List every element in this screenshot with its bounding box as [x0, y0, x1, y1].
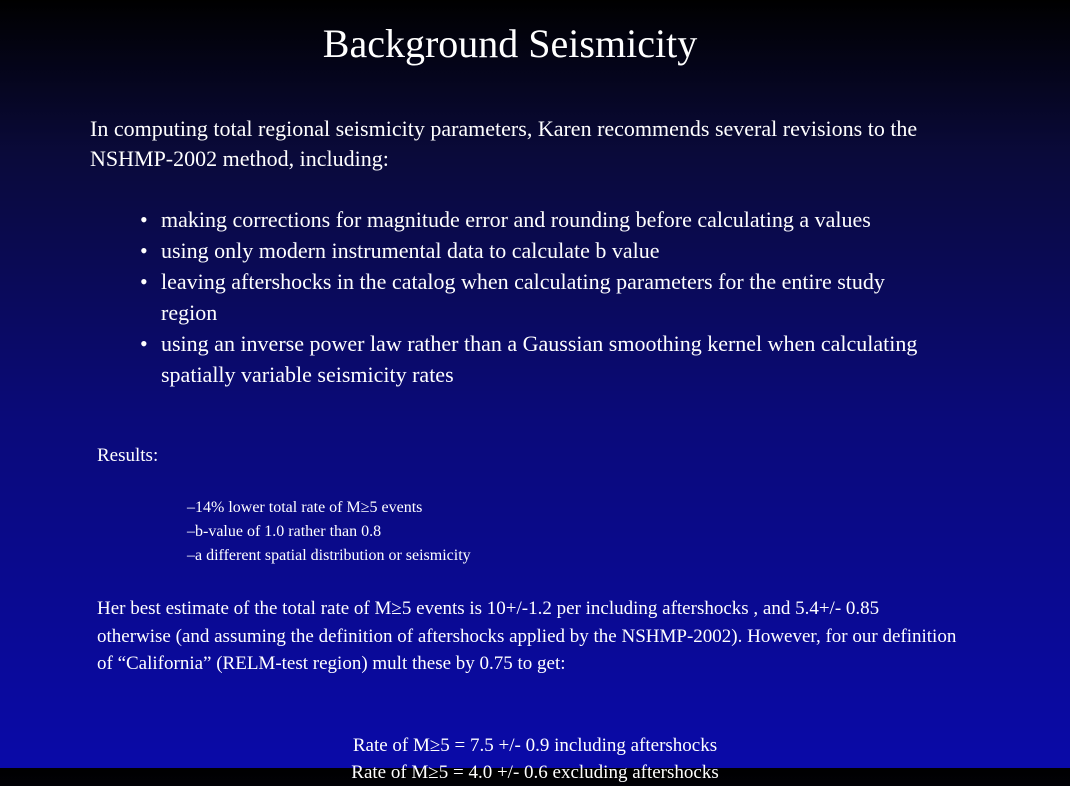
results-list	[187, 496, 471, 568]
rate-line: Rate of M≥5 = 7.5 +/- 0.9 including aftershocks	[352, 735, 718, 756]
result-item: –14% lower total rate of M≥5 events	[187, 499, 423, 516]
revision-list	[140, 204, 940, 390]
revision-item: • leaving aftershocks in the catalog when calculating parameters for the entire study region	[140, 266, 940, 328]
estimate-paragraph: Her best estimate of the total rate of M≥5 events is 10+/-1.2 per including aftershocks , and 5.4+/- 0.85 otherwise (and assuming the definition of aftershocks applied by the NSHMP-2002). However, for our definition of “California” (RELM-test region) mult these by 0.75 to get:	[97, 598, 957, 674]
result-item: –a different spatial distribution or seismicity	[187, 547, 471, 564]
revision-item: • using an inverse power law rather than a Gaussian smoothing kernel when calculating spatially variable seismicity rates	[140, 328, 940, 390]
rate-line: Rate of M≥5 = 4.0 +/- 0.6 excluding aftershocks	[351, 762, 719, 783]
intro-paragraph: In computing total regional seismicity parameters, Karen recommends several revisions to the NSHMP-2002 method, including:	[90, 116, 918, 171]
rates-block	[0, 732, 1070, 786]
result-item: –b-value of 1.0 rather than 0.8	[187, 523, 382, 540]
slide-title: Background Seismicity	[322, 21, 698, 66]
revision-item: • using only modern instrumental data to calculate b value	[140, 235, 940, 266]
revision-item: • making corrections for magnitude error and rounding before calculating a values	[140, 204, 940, 235]
results-label: Results:	[97, 445, 159, 466]
